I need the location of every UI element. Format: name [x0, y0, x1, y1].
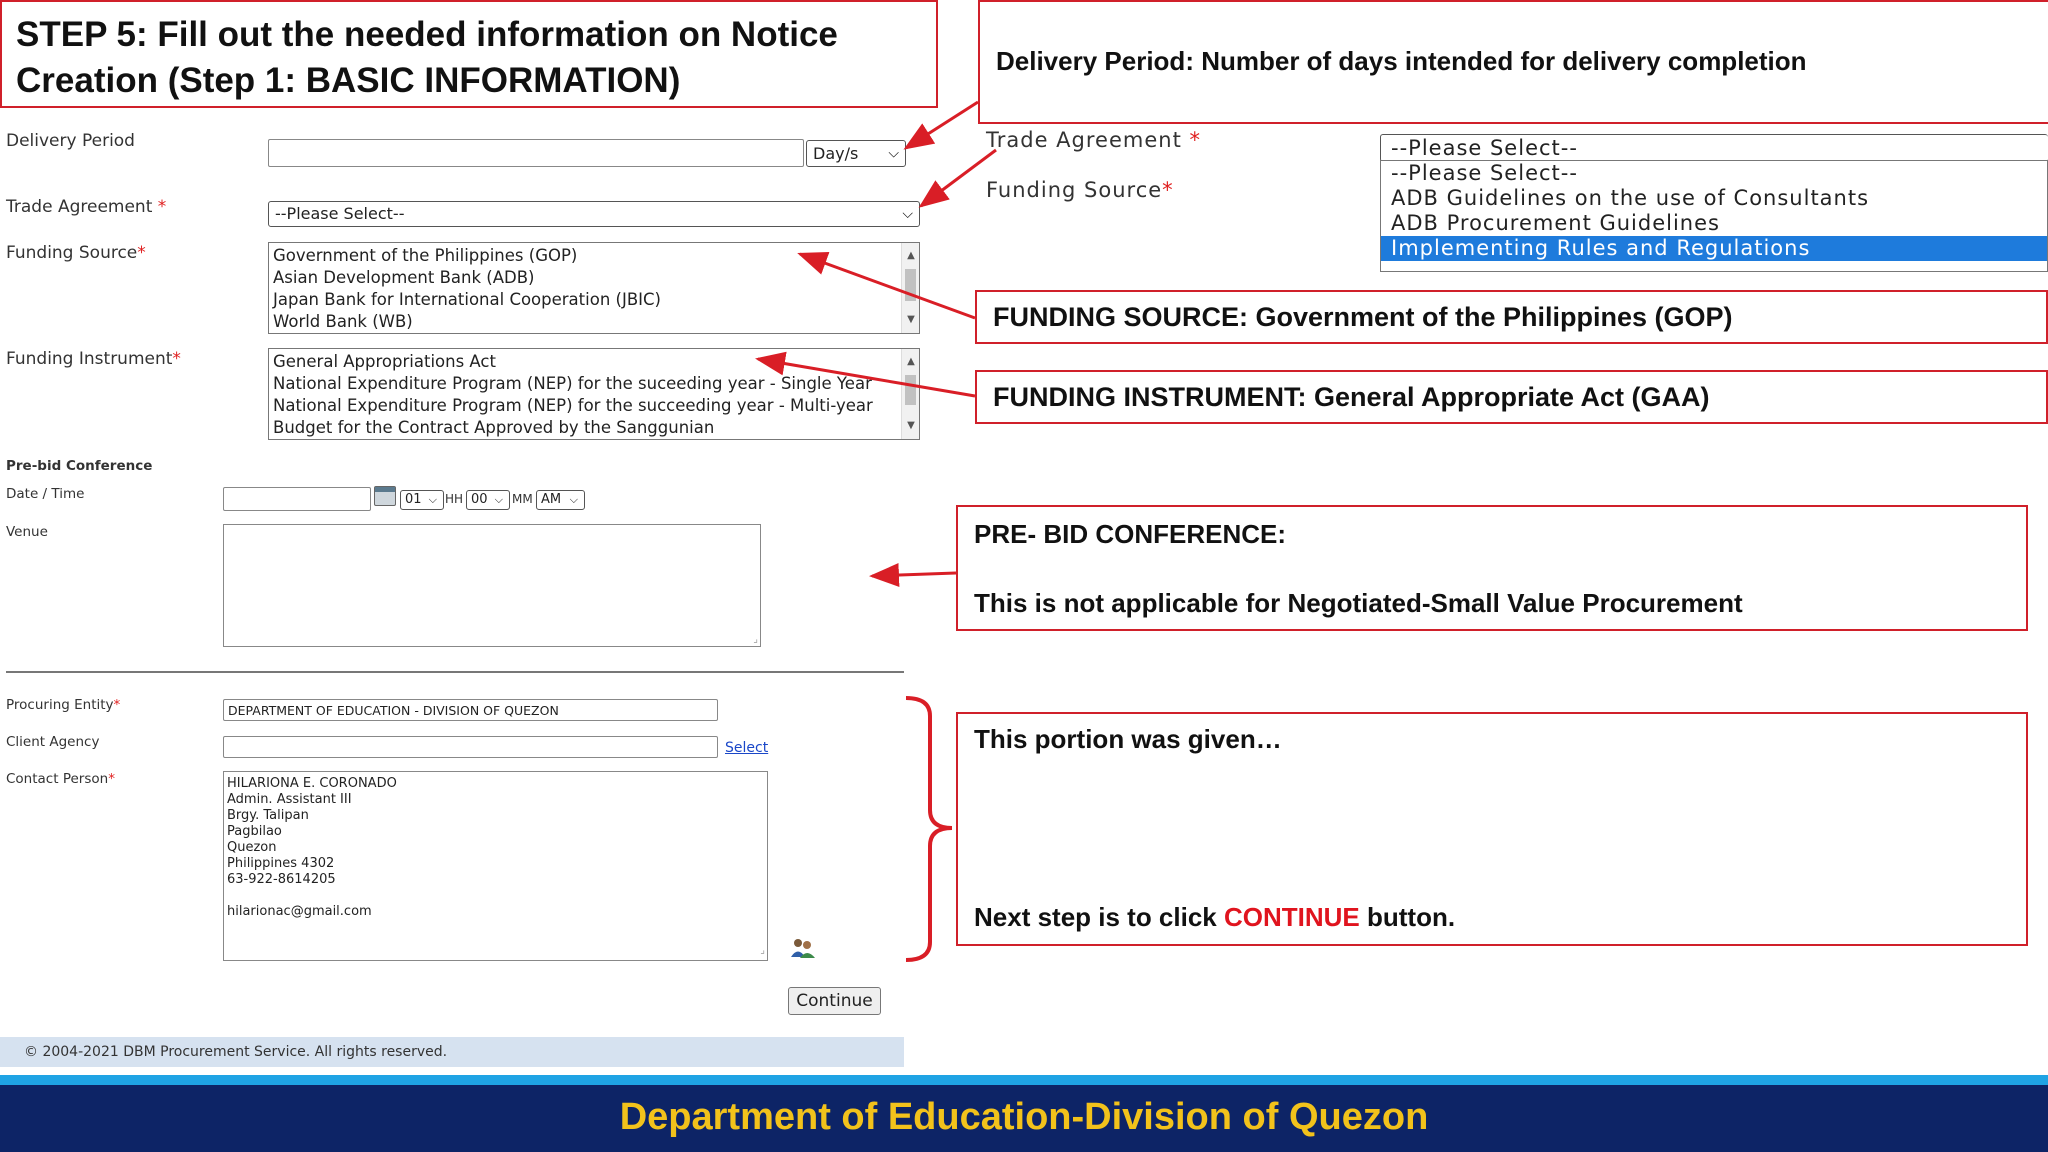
given-callout-next-step: Next step is to click CONTINUE button. — [974, 902, 1456, 932]
chevron-down-icon: ⌵ — [888, 145, 899, 161]
dropdown-option[interactable]: --Please Select-- — [1391, 161, 1578, 185]
funding-source-label: Funding Source* — [6, 243, 146, 263]
trade-agreement-select[interactable]: --Please Select-- ⌵ — [268, 201, 920, 227]
ampm-select[interactable]: AM ⌵ — [536, 490, 585, 510]
scroll-down-icon: ▼ — [907, 314, 915, 325]
list-item[interactable]: Asian Development Bank (ADB) — [273, 268, 535, 287]
scroll-up-icon: ▲ — [907, 250, 915, 261]
list-item[interactable]: Government of the Philippines (GOP) — [273, 246, 578, 265]
blue-strip — [0, 1075, 2048, 1085]
delivery-period-callout: Delivery Period: Number of days intended for delivery completion — [978, 0, 2048, 124]
org-banner: Department of Education-Division of Quezon — [0, 1085, 2048, 1152]
trade-agreement-label: Trade Agreement * — [6, 197, 167, 217]
chevron-down-icon: ⌵ — [902, 206, 913, 222]
minute-select[interactable]: 00 ⌵ — [466, 490, 510, 510]
given-callout-title: This portion was given… — [974, 724, 1282, 754]
client-agency-label: Client Agency — [6, 734, 100, 750]
crop-trade-agreement-select[interactable]: --Please Select-- — [1380, 134, 2048, 162]
funding-instrument-label: Funding Instrument* — [6, 349, 181, 369]
prebid-callout-title: PRE- BID CONFERENCE: — [974, 519, 1287, 549]
hh-label: HH — [445, 492, 464, 506]
list-item[interactable]: General Appropriations Act — [273, 352, 496, 371]
mm-label: MM — [512, 492, 533, 506]
arrow-trade-agreement — [921, 150, 996, 206]
copyright-footer: © 2004-2021 DBM Procurement Service. All rights reserved. — [0, 1037, 904, 1067]
list-item[interactable]: World Bank (WB) — [273, 312, 413, 331]
dropdown-option-highlighted[interactable]: Implementing Rules and Regulations — [1381, 236, 2047, 261]
dropdown-option[interactable]: ADB Guidelines on the use of Consultants — [1391, 186, 1870, 210]
funding-source-callout: FUNDING SOURCE: Government of the Philippines (GOP) — [975, 290, 2048, 344]
arrow-delivery-unit — [906, 102, 978, 148]
resize-grip-icon: ⌟ — [753, 634, 758, 645]
delivery-unit-select[interactable]: Day/s ⌵ — [806, 140, 906, 167]
select-link[interactable]: Select — [725, 740, 769, 756]
procuring-entity-label: Procuring Entity* — [6, 697, 121, 713]
hour-select[interactable]: 01 ⌵ — [400, 490, 444, 510]
bracket — [906, 698, 952, 960]
arrow-funding-instrument — [758, 359, 975, 396]
list-item[interactable]: Japan Bank for International Cooperation (JBIC) — [273, 290, 661, 309]
list-item[interactable]: National Expenditure Program (NEP) for the succeeding year - Multi-year — [273, 396, 873, 415]
scroll-down-icon: ▼ — [907, 420, 915, 431]
date-time-label: Date / Time — [6, 486, 85, 502]
crop-funding-source-label: Funding Source* — [986, 178, 1174, 202]
list-item[interactable]: National Expenditure Program (NEP) for the suceeding year - Single Year — [273, 374, 872, 393]
continue-highlight: CONTINUE — [1223, 902, 1360, 932]
contact-person-label: Contact Person* — [6, 771, 115, 787]
contact-person-textarea[interactable]: HILARIONA E. CORONADO Admin. Assistant III Brgy. Talipan Pagbilao Quezon Philippines 4302 63-922-8614205 hilarionac@gmail.com ⌟ — [223, 771, 768, 961]
arrow-venue — [872, 573, 956, 576]
scroll-up-icon: ▲ — [907, 356, 915, 367]
venue-label: Venue — [6, 524, 48, 540]
funding-instrument-callout: FUNDING INSTRUMENT: General Appropriate Act (GAA) — [975, 370, 2048, 424]
delivery-period-label: Delivery Period — [6, 131, 135, 151]
continue-button[interactable]: Continue — [788, 987, 881, 1015]
crop-trade-agreement-label: Trade Agreement * — [986, 128, 1201, 152]
list-item[interactable]: Budget for the Contract Approved by the Sanggunian — [273, 418, 715, 437]
resize-grip-icon: ⌟ — [760, 945, 765, 956]
procuring-entity-input[interactable]: DEPARTMENT OF EDUCATION - DIVISION OF QUEZON — [223, 699, 718, 721]
dropdown-option[interactable]: ADB Procurement Guidelines — [1391, 211, 1720, 235]
step-title: STEP 5: Fill out the needed information on Notice Creation (Step 1: BASIC INFORMATION) — [0, 0, 938, 108]
prebid-callout-note: This is not applicable for Negotiated-Small Value Procurement — [974, 588, 1743, 618]
arrow-funding-source — [800, 254, 975, 318]
prebid-heading: Pre-bid Conference — [6, 458, 153, 474]
